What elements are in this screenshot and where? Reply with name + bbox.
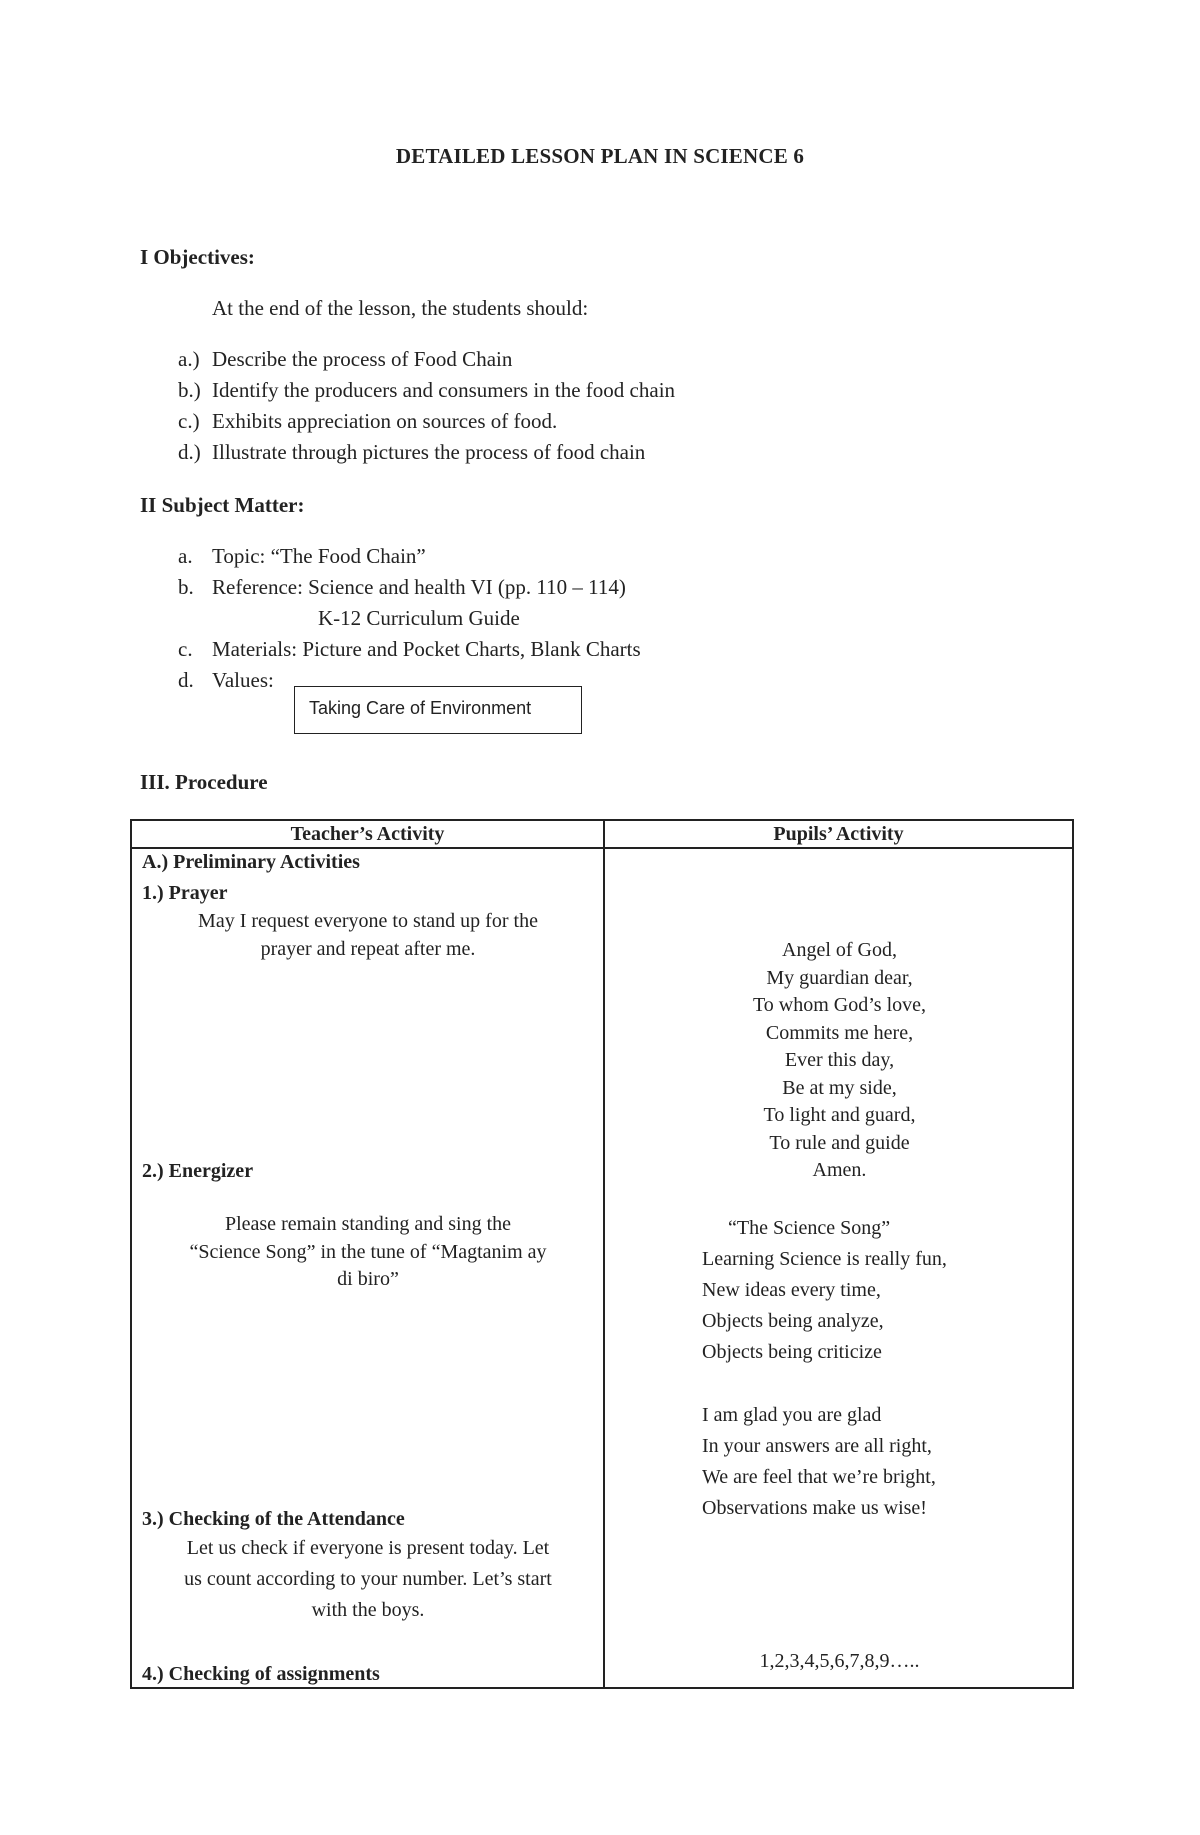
subject-matter-heading: II Subject Matter:: [140, 493, 305, 517]
pupils-activity-header: Pupils’ Activity: [773, 823, 904, 845]
subject-reference-cont: K-12 Curriculum Guide: [318, 606, 520, 630]
subject-reference: Reference: Science and health VI (pp. 110 – 114): [212, 575, 626, 599]
text-line: di biro”: [337, 1268, 399, 1290]
text-line: New ideas every time,: [702, 1279, 881, 1301]
text-line: Let us check if everyone is present today. Let: [186, 1537, 550, 1559]
objective-text: Illustrate through pictures the process of food chain: [212, 440, 646, 464]
objectives-intro: At the end of the lesson, the students should:: [212, 296, 589, 320]
text-line: I am glad you are glad: [702, 1404, 882, 1426]
text-line: We are feel that we’re bright,: [702, 1466, 936, 1488]
prayer-teacher-text: [142, 910, 594, 965]
assignments-label: 4.) Checking of assignments: [142, 1663, 380, 1685]
text-line: To whom God’s love,: [752, 994, 927, 1016]
objective-text: Exhibits appreciation on sources of food.: [212, 409, 558, 433]
text-line: Observations make us wise!: [702, 1497, 927, 1519]
column-divider: [603, 821, 605, 1687]
document-title: DETAILED LESSON PLAN IN SCIENCE 6: [395, 144, 805, 168]
header-divider: [132, 847, 1072, 849]
subject-marker: d.: [178, 668, 194, 692]
subject-values-label: Values:: [212, 668, 274, 692]
text-line: May I request everyone to stand up for the: [198, 910, 538, 932]
attendance-teacher-text: [142, 1537, 594, 1630]
objective-text: Describe the process of Food Chain: [212, 347, 513, 371]
text-line: us count according to your number. Let’s start: [184, 1568, 552, 1590]
text-line: My guardian dear,: [766, 966, 913, 989]
science-song-title: “The Science Song”: [728, 1217, 891, 1239]
procedure-table: [130, 819, 1074, 1689]
attendance-pupil-text: 1,2,3,4,5,6,7,8,9…..: [759, 1650, 920, 1672]
text-line: Ever this day,: [784, 1049, 895, 1071]
procedure-heading: III. Procedure: [140, 770, 268, 794]
objective-marker: d.): [178, 440, 201, 464]
text-line: Objects being criticize: [702, 1341, 882, 1363]
subject-marker: c.: [178, 637, 193, 661]
text-line: with the boys.: [311, 1599, 425, 1621]
energizer-label: 2.) Energizer: [142, 1160, 254, 1182]
text-line: To rule and guide: [769, 1131, 910, 1154]
text-line: To light and guard,: [763, 1104, 916, 1126]
objective-item: [178, 347, 200, 372]
text-line: Commits me here,: [765, 1021, 914, 1044]
objective-marker: c.): [178, 409, 200, 433]
subject-marker: b.: [178, 575, 194, 599]
text-line: Angel of God,: [782, 939, 897, 961]
text-line: Be at my side,: [782, 1076, 897, 1099]
subject-materials: Materials: Picture and Pocket Charts, Blank Charts: [212, 637, 641, 661]
objective-text: Identify the producers and consumers in the food chain: [212, 378, 676, 402]
prayer-pupil-text: [612, 939, 1067, 1187]
preliminary-activities-label: A.) Preliminary Activities: [142, 851, 360, 873]
text-line: Objects being analyze,: [702, 1310, 884, 1332]
attendance-label: 3.) Checking of the Attendance: [142, 1508, 405, 1530]
text-line: prayer and repeat after me.: [260, 937, 476, 960]
subject-marker: a.: [178, 544, 193, 568]
text-line: In your answers are all right,: [702, 1435, 932, 1457]
values-box-text: Taking Care of Environment: [309, 698, 532, 718]
objective-item: [178, 409, 200, 434]
teacher-activity-header: Teacher’s Activity: [290, 823, 445, 845]
text-line: Please remain standing and sing the: [224, 1213, 512, 1235]
science-song-verse2: [702, 1404, 936, 1528]
text-line: Learning Science is really fun,: [702, 1248, 947, 1270]
objective-item: [178, 378, 201, 403]
subject-topic: Topic: “The Food Chain”: [212, 544, 426, 568]
objective-item: [178, 440, 201, 465]
objectives-heading: I Objectives:: [140, 245, 255, 269]
values-box: [294, 686, 582, 734]
objective-marker: a.): [178, 347, 200, 371]
text-line: Amen.: [812, 1159, 867, 1181]
prayer-label: 1.) Prayer: [142, 882, 228, 904]
text-line: “Science Song” in the tune of “Magtanim ay: [189, 1240, 547, 1263]
objective-marker: b.): [178, 378, 201, 402]
energizer-teacher-text: [142, 1213, 594, 1296]
science-song-verse1: [702, 1248, 947, 1372]
